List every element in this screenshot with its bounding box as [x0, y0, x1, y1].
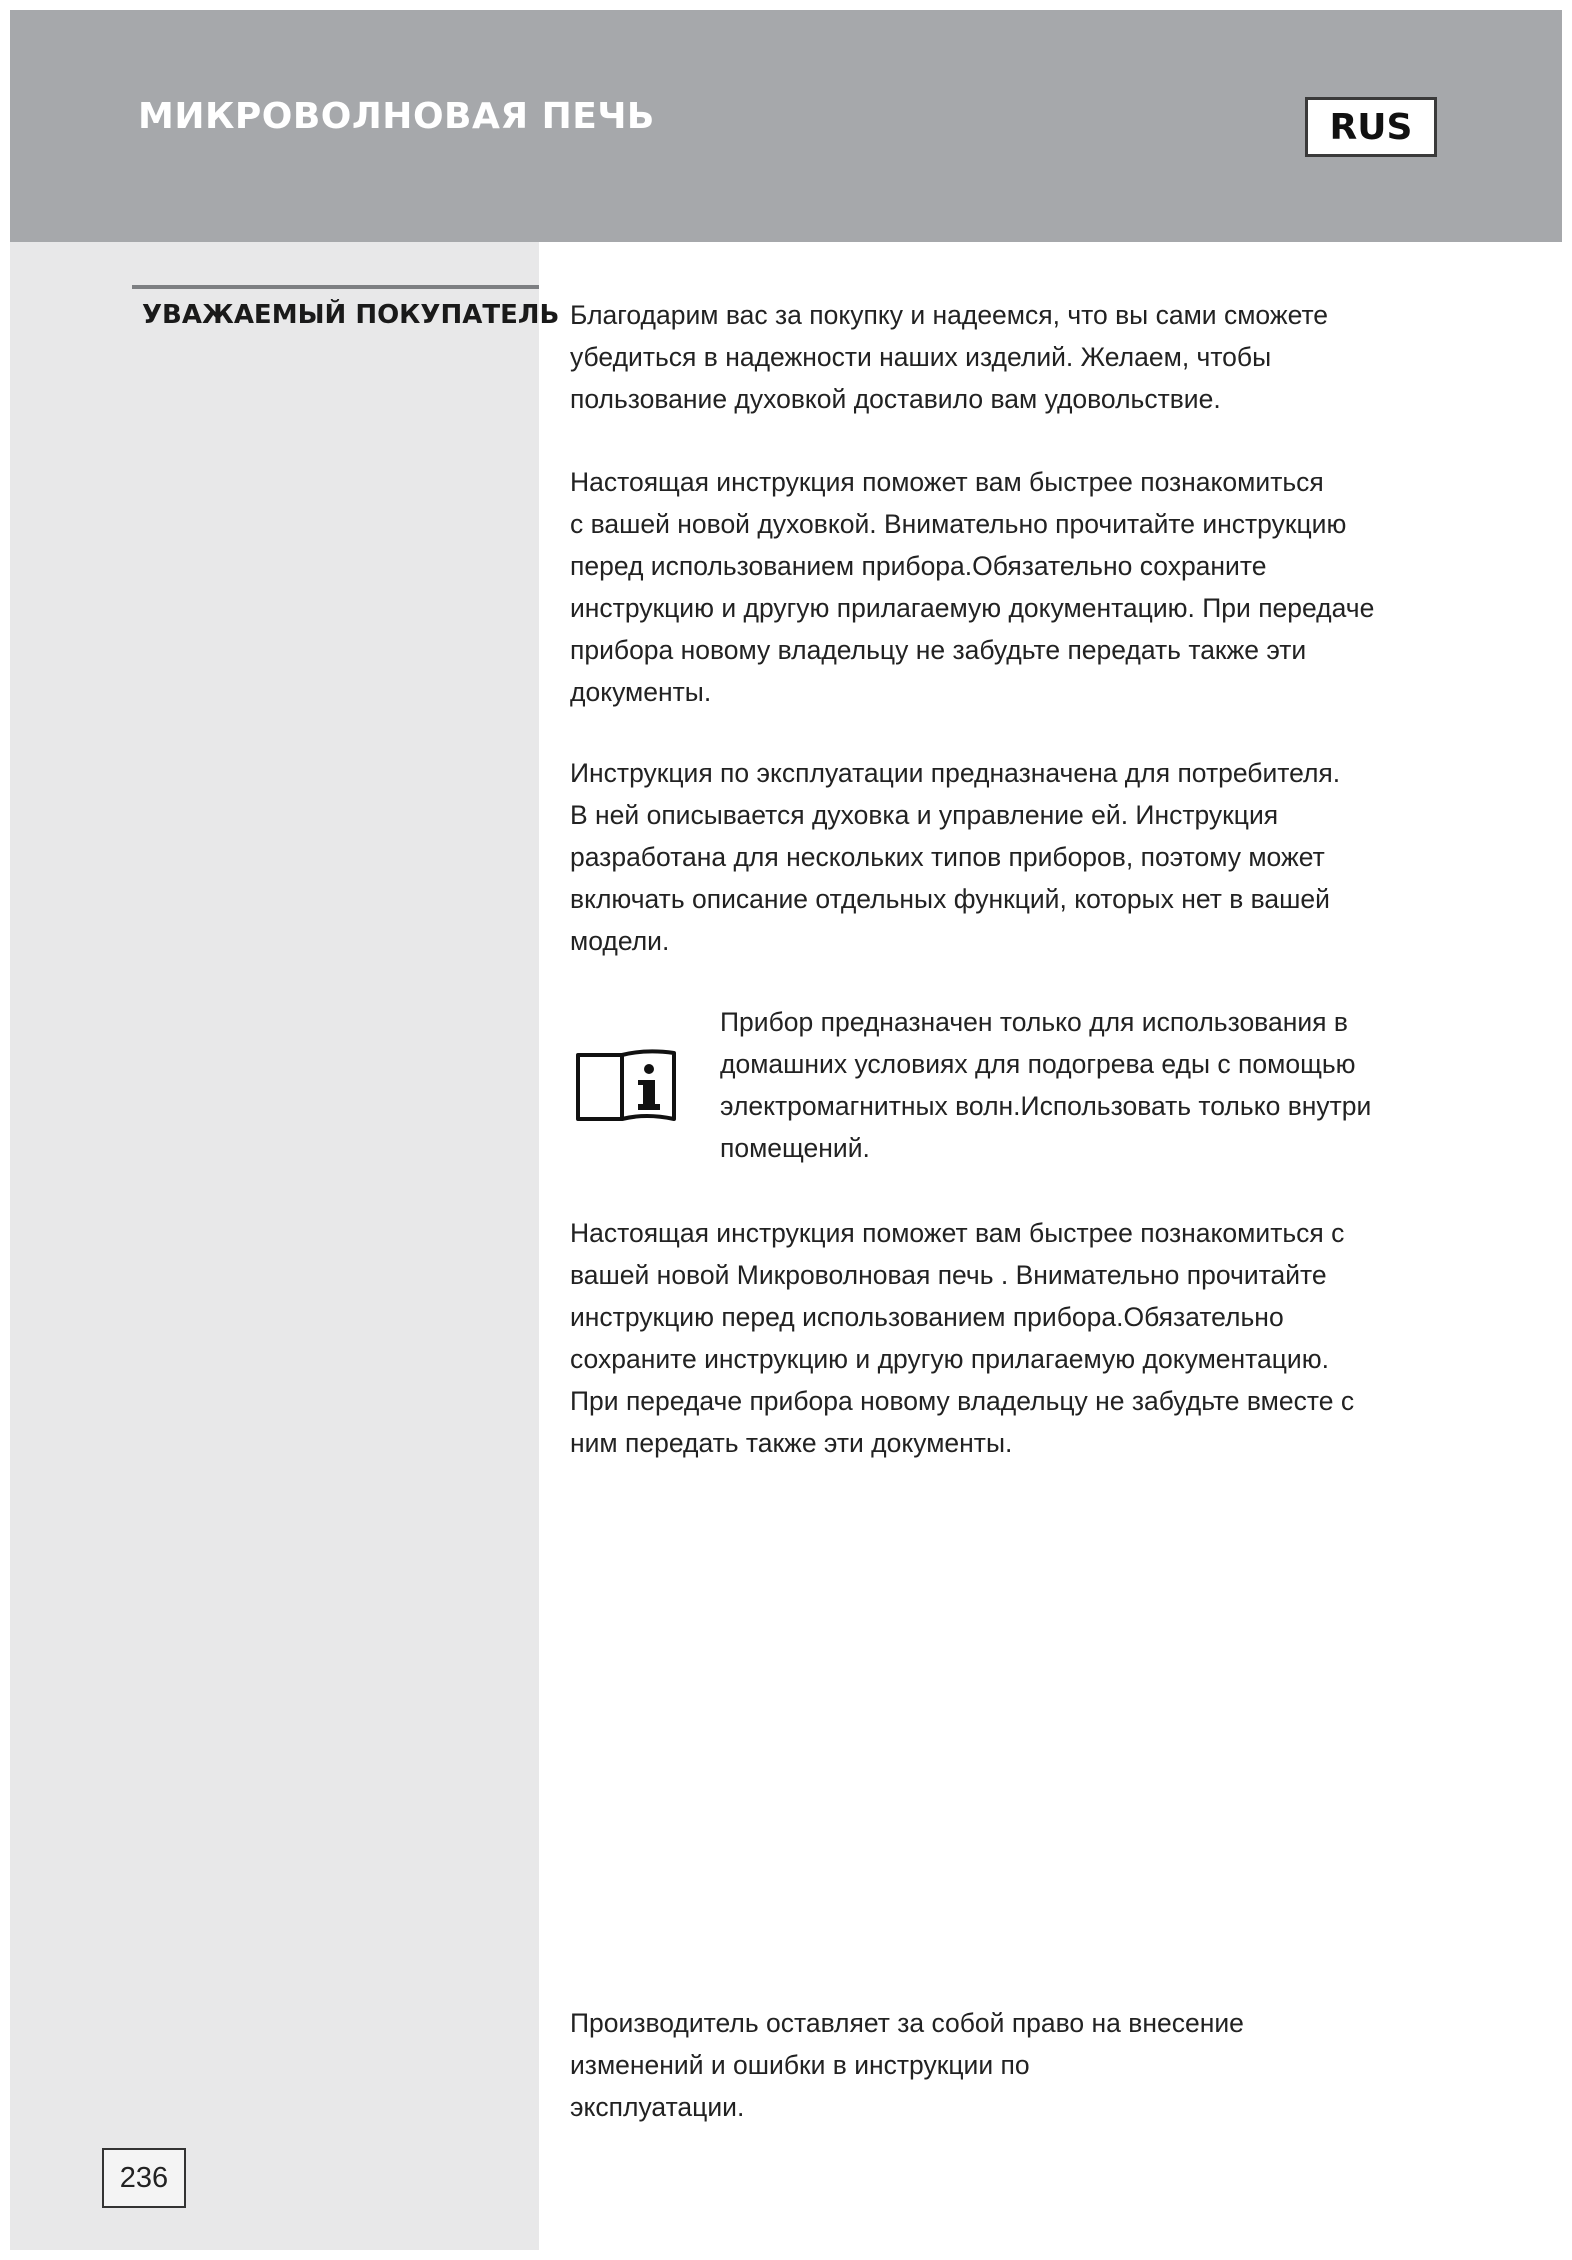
sidebar: [10, 242, 539, 2250]
disclaimer-paragraph: Производитель оставляет за собой право на внесение изменений и ошибки в инструкции по эксплуатации.: [570, 2008, 1244, 2122]
info-note-text: Прибор предназначен только для использования в домашних условиях для подогрева еды с помощью электромагнитных волн.Использовать только внутри помещений.: [720, 1007, 1372, 1163]
instruction-paragraph-2: Настоящая инструкция поможет вам быстрее познакомиться с вашей новой Микроволновая печь . Внимательно прочитайте инструкцию перед использованием прибора.Обязательно сохраните инструкцию и другую прилагаемую документацию. При передаче прибора новому владельцу не забудьте вместе с ним передать также эти документы.: [570, 1218, 1355, 1458]
page-title: МИКРОВОЛНОВАЯ ПЕЧЬ: [138, 96, 655, 137]
page-number: 236: [102, 2148, 186, 2208]
section-divider: [132, 285, 539, 289]
info-book-icon: [572, 1047, 680, 1127]
instruction-paragraph: Настоящая инструкция поможет вам быстрее познакомиться с вашей новой духовкой. Внимательно прочитайте инструкцию перед использованием прибора.Обязательно сохраните инструкцию и другую прилагаемую документацию. При передаче прибора новому владельцу не забудьте передать также эти документы.: [570, 467, 1375, 707]
intro-paragraph: Благодарим вас за покупку и надеемся, что вы сами сможете убедиться в надежности наших изделий. Желаем, чтобы пользование духовкой доставило вам удовольствие.: [570, 300, 1329, 414]
info-note: [570, 1001, 1450, 1177]
language-badge: RUS: [1305, 97, 1437, 157]
section-heading: УВАЖАЕМЫЙ ПОКУПАТЕЛЬ: [142, 300, 560, 330]
manual-purpose-paragraph: Инструкция по эксплуатации предназначена для потребителя. В ней описывается духовка и управление ей. Инструкция разработана для нескольких типов приборов, поэтому может включать описание отдельных функций, которых нет в вашей модели.: [570, 758, 1341, 956]
